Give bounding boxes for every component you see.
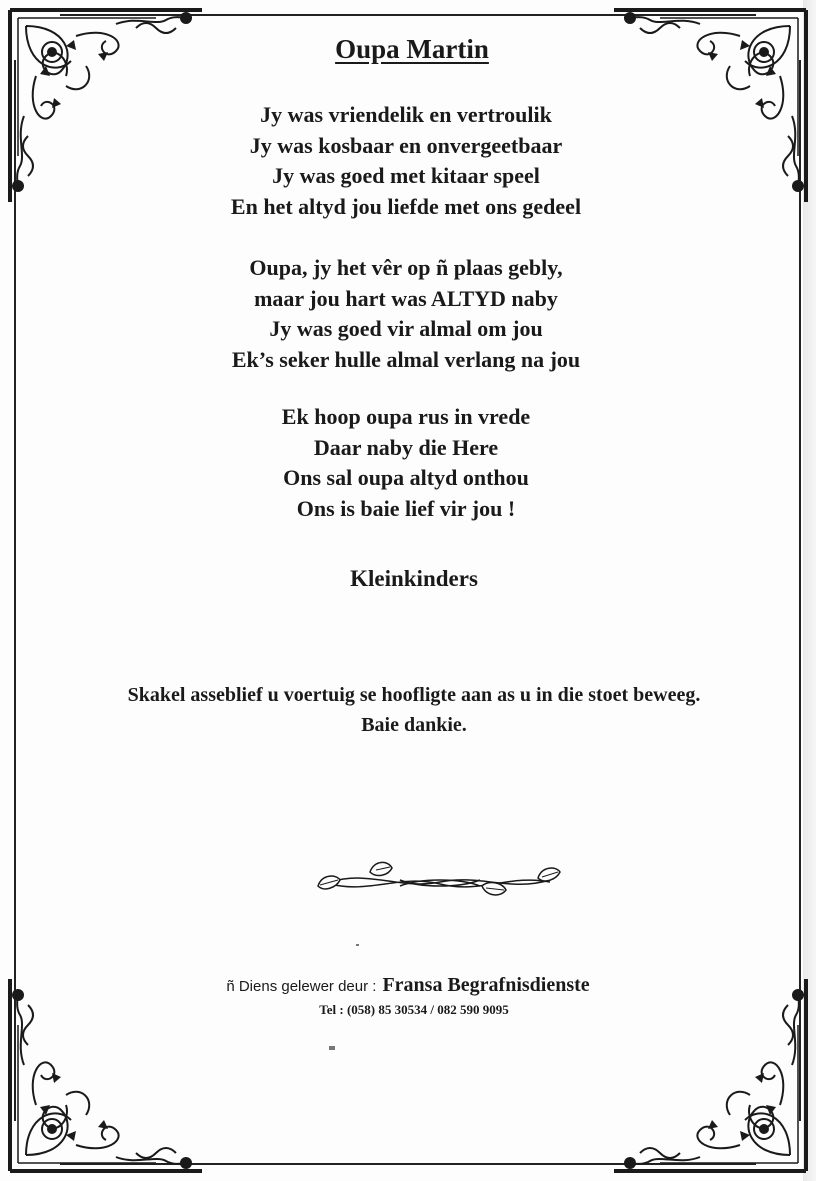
poem-line: Ek’s seker hulle almal verlang na jou [231,346,581,372]
poem-line: Ek hoop oupa rus in vrede [281,404,531,429]
poem-line: Ons sal oupa altyd onthou [283,465,529,490]
notice-line-2: Baie dankie. [361,714,467,736]
notice-line-1: Skakel asseblief u voertuig se hoofligte aan as u in die stoet beweeg. [127,684,701,706]
scan-speck [356,944,359,946]
poem-line: Jy was goed met kitaar speel [272,163,540,188]
poem-line: Ons is baie lief vir jou ! [296,495,516,521]
poem-stanza-2 [0,253,814,375]
poem-stanza-3 [0,402,814,524]
poem-line: Jy was goed vir almal om jou [269,316,543,341]
poem-signature: Kleinkinders [350,566,478,591]
page-title: Oupa Martin [335,34,489,64]
poem-line: Jy was kosbaar en onvergeetbaar [249,132,563,158]
service-label: ñ Diens gelewer deur : [226,978,377,995]
poem-line: maar jou hart was ALTYD naby [254,285,558,311]
poem-line: Oupa, jy het vêr op ñ plaas gebly, [249,255,563,280]
service-provider-line [0,974,816,997]
scan-speck [329,1046,335,1050]
poem-line: En het altyd jou liefde met ons gedeel [230,193,582,219]
leaf-vine-divider-icon [310,850,570,910]
service-provider-name: Fransa Begrafnisdienste [382,974,590,996]
headlights-notice [6,680,816,740]
telephone-numbers: Tel : (058) 85 30534 / 082 590 9095 [319,1002,509,1017]
poem-line: Jy was vriendelik en vertroulik [260,102,552,127]
poem-line: Daar naby die Here [313,434,499,460]
poem-stanza-1 [0,100,814,222]
